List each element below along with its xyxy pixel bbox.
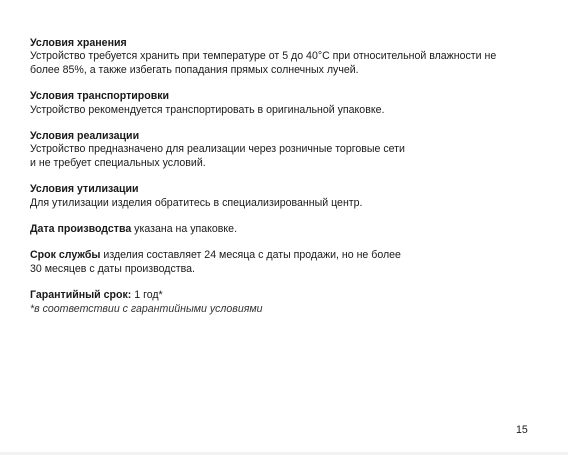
production-date-line	[30, 223, 550, 236]
storage-conditions-heading: Условия хранения	[30, 37, 127, 49]
warranty-heading: Гарантийный срок:	[30, 289, 132, 302]
sale-conditions-heading: Условия реализации	[30, 130, 140, 143]
transport-conditions-text: Устройство рекомендуется транспортировать в оригинальной упаковке.	[30, 103, 385, 116]
disposal-conditions-section	[30, 183, 550, 210]
production-date-heading: Дата производства	[30, 223, 132, 236]
page-number: 15	[516, 424, 528, 436]
service-life-heading: Срок службы	[30, 249, 101, 262]
sale-conditions-section	[30, 130, 550, 170]
service-life-line-1	[30, 249, 550, 262]
sale-conditions-text-line-1: Устройство предназначено для реализации через розничные торговые сети	[30, 143, 405, 156]
service-life-section	[30, 249, 550, 276]
storage-conditions-section	[30, 37, 550, 77]
sale-conditions-text-line-2: и не требует специальных условий.	[30, 156, 206, 169]
disposal-conditions-heading: Условия утилизации	[30, 183, 139, 196]
warranty-line	[30, 289, 550, 302]
warranty-text: 1 год*	[131, 289, 163, 302]
production-date-text: указана на упаковке.	[131, 223, 238, 236]
warranty-footnote: *в соответствии с гарантийными условиями	[30, 302, 263, 315]
document-page	[30, 37, 550, 329]
transport-conditions-heading: Условия транспортировки	[30, 90, 170, 103]
storage-conditions-text-line-1: Устройство требуется хранить при температуре от 5 до 40°C при относительной влажности не	[30, 50, 497, 63]
service-life-text: изделия составляет 24 месяца с даты продажи, но не более	[100, 249, 401, 262]
service-life-line-2: 30 месяцев с даты производства.	[30, 262, 195, 275]
disposal-conditions-text: Для утилизации изделия обратитесь в специализированный центр.	[30, 196, 363, 209]
production-date-section	[30, 223, 550, 236]
warranty-section	[30, 289, 550, 316]
transport-conditions-section	[30, 90, 550, 117]
storage-conditions-text-line-2: более 85%, а также избегать попадания прямых солнечных лучей.	[30, 63, 359, 76]
